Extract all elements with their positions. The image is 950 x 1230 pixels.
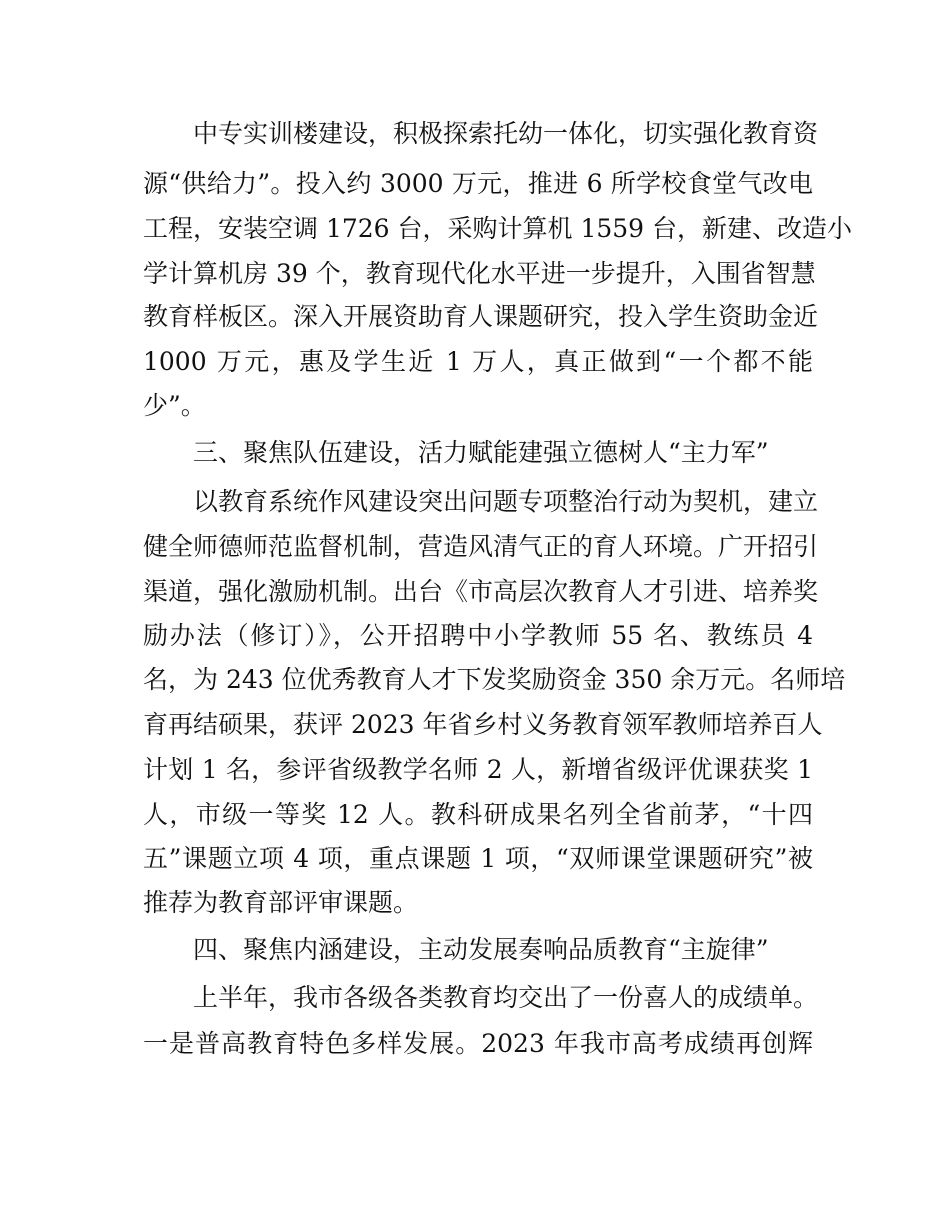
paragraph-line: 以教育系统作风建设突出问题专项整治行动为契机，建立 [193,487,819,516]
paragraph-line: 一是普高教育特色多样发展。2023 年我市高考成绩再创辉 [143,1029,813,1058]
section-heading: 四、聚焦内涵建设，主动发展奏响品质教育“主旋律” [193,935,769,964]
paragraph-line: 学计算机房 39 个，教育现代化水平进一步提升，入围省智慧 [143,259,816,288]
paragraph-line: 励办法（修订）》，公开招聘中小学教师 55 名、教练员 4 [143,621,813,650]
paragraph-line: 五”课题立项 4 项，重点课题 1 项，“双师课堂课题研究”被 [143,844,813,873]
paragraph-line: 健全师德师范监督机制，营造风清气正的育人环境。广开招引 [143,532,819,561]
paragraph-line: 推荐为教育部评审课题。 [143,888,419,917]
paragraph-line: 渠道，强化激励机制。出台《市高层次教育人才引进、培养奖 [143,577,819,606]
paragraph-line: 源“供给力”。投入约 3000 万元，推进 6 所学校食堂气改电 [143,169,813,198]
paragraph-line: 1000 万元，惠及学生近 1 万人，真正做到“一个都不能 [143,347,813,376]
paragraph-line: 工程，安装空调 1726 台，采购计算机 1559 台，新建、改造小 [143,214,853,243]
paragraph-line: 少”。 [143,391,206,420]
paragraph-line: 育再结硕果，获评 2023 年省乡村义务教育领军教师培养百人 [143,710,823,739]
paragraph-line: 计划 1 名，参评省级教学名师 2 人，新增省级评优课获奖 1 [143,755,813,784]
paragraph-line: 上半年，我市各级各类教育均交出了一份喜人的成绩单。 [193,983,819,1012]
paragraph-line: 教育样板区。深入开展资助育人课题研究，投入学生资助金近 [143,302,819,331]
paragraph-line: 名，为 243 位优秀教育人才下发奖励资金 350 余万元。名师培 [143,665,846,694]
paragraph-line: 人，市级一等奖 12 人。教科研成果名列全省前茅，“十四 [143,800,813,829]
paragraph-line: 中专实训楼建设，积极探索托幼一体化，切实强化教育资 [193,119,819,148]
section-heading: 三、聚焦队伍建设，活力赋能建强立德树人“主力军” [193,438,769,467]
